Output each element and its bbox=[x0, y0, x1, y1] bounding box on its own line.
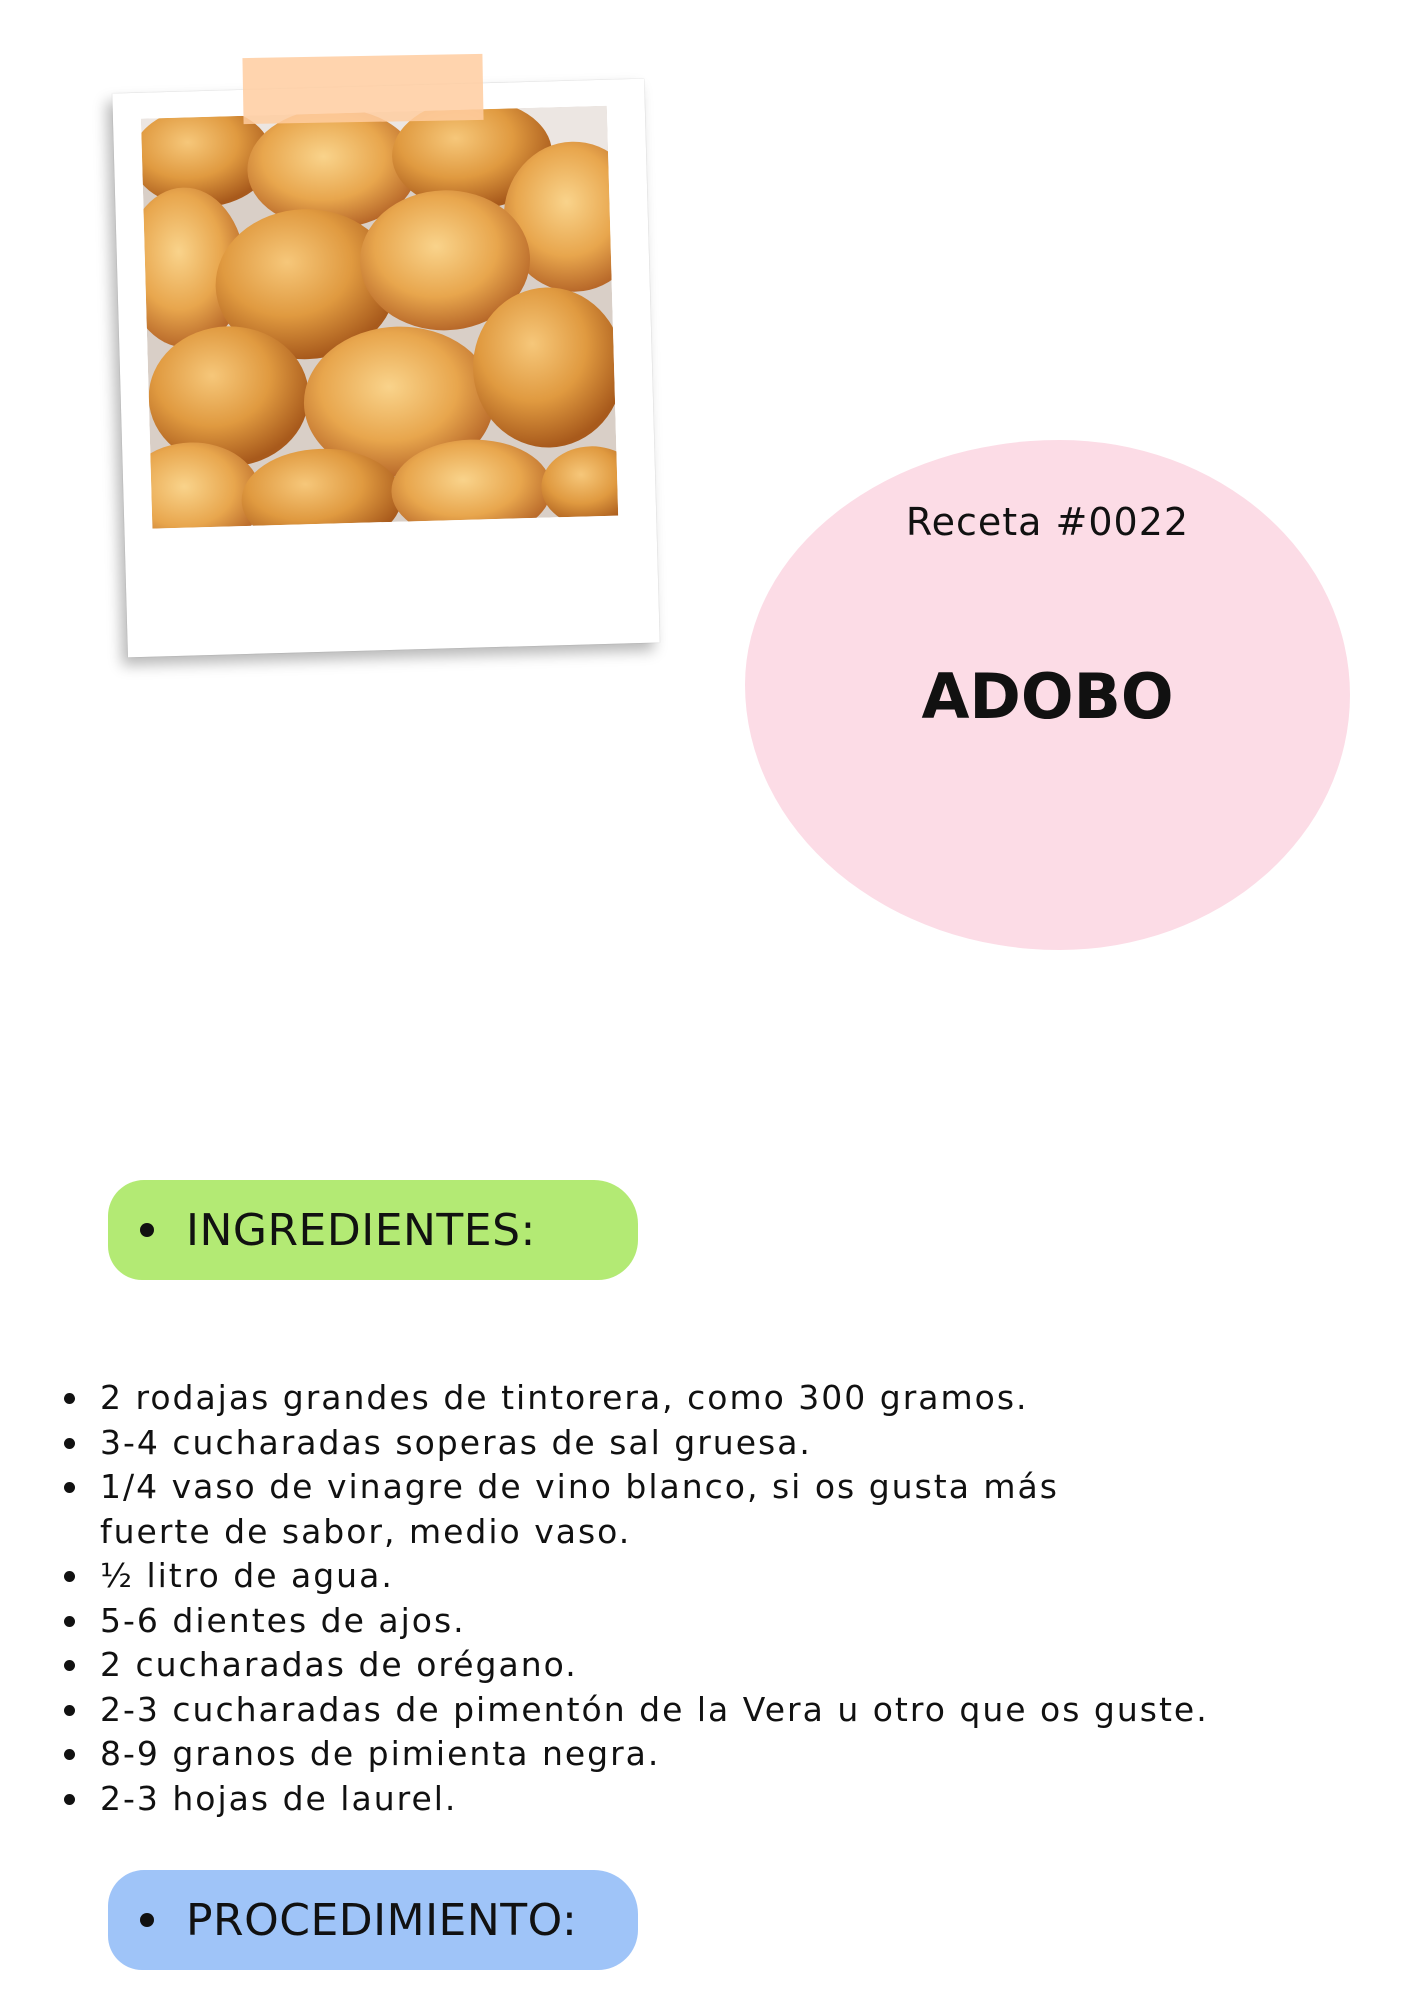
ingredient-item: 8-9 granos de pimienta negra. bbox=[60, 1732, 1210, 1777]
ingredient-item: ½ litro de agua. bbox=[60, 1554, 1210, 1599]
ingredient-item: 1/4 vaso de vinagre de vino blanco, si os gusta más fuerte de sabor, medio vaso. bbox=[60, 1465, 1160, 1554]
tape-strip bbox=[242, 54, 483, 124]
ingredient-item: 2 cucharadas de orégano. bbox=[60, 1643, 1210, 1688]
fried-food-photo bbox=[141, 106, 618, 529]
ingredient-item: 2-3 hojas de laurel. bbox=[60, 1777, 1210, 1822]
recipe-number: Receta #0022 bbox=[905, 500, 1190, 544]
procedure-heading: PROCEDIMIENTO: bbox=[186, 1894, 578, 1946]
bullet-icon bbox=[140, 1223, 154, 1237]
bullet-icon bbox=[140, 1913, 154, 1927]
ingredient-item: 3-4 cucharadas soperas de sal gruesa. bbox=[60, 1421, 1210, 1466]
ingredients-heading-pill bbox=[108, 1180, 638, 1280]
ingredient-item: 2-3 cucharadas de pimentón de la Vera u otro que os guste. bbox=[60, 1688, 1210, 1733]
procedure-heading-pill bbox=[108, 1870, 638, 1970]
ingredient-item: 5-6 dientes de ajos. bbox=[60, 1599, 1210, 1644]
polaroid-photo-frame bbox=[112, 79, 660, 658]
recipe-title: ADOBO bbox=[921, 660, 1174, 733]
ingredients-heading: INGREDIENTES: bbox=[186, 1204, 536, 1256]
ingredients-list bbox=[60, 1376, 1210, 1821]
ingredient-item: 2 rodajas grandes de tintorera, como 300 gramos. bbox=[60, 1376, 1210, 1421]
